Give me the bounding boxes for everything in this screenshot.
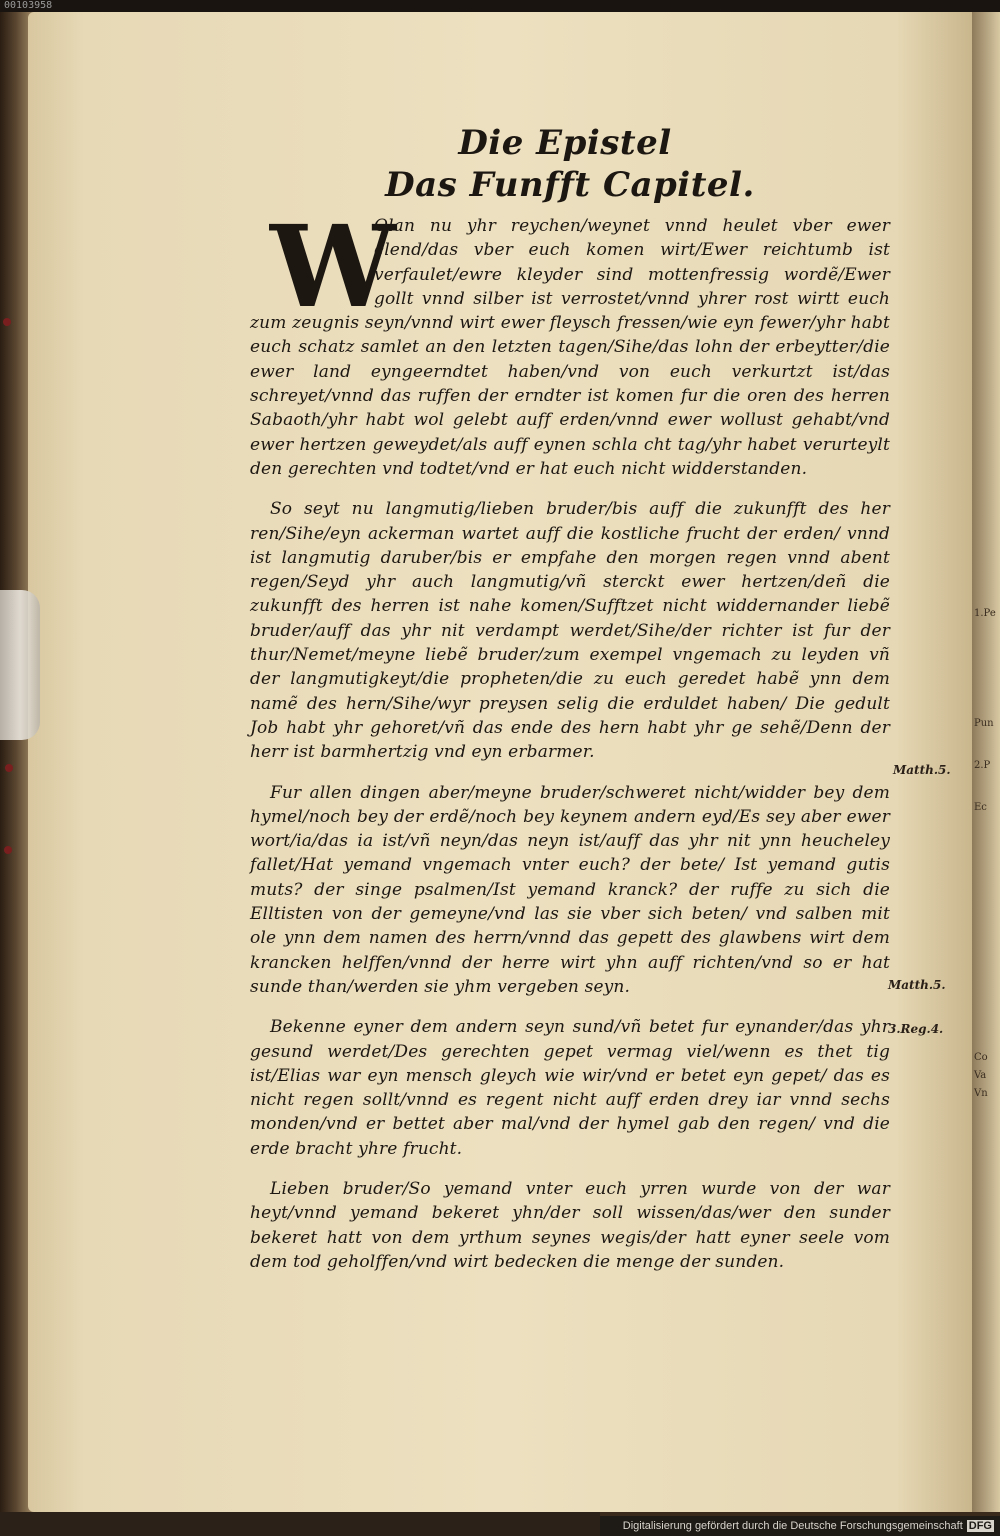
pin-marker <box>3 318 11 326</box>
footer-text: Digitalisierung gefördert durch die Deutsche Forschungsgemeinschaft <box>622 1520 963 1532</box>
margin-note: Matth.5. <box>888 978 946 992</box>
margin-note: 3.Reg.4. <box>888 1022 944 1036</box>
page-clip <box>0 590 40 740</box>
scan-bottom-edge <box>0 1512 600 1536</box>
pin-marker <box>5 764 13 772</box>
drop-cap: W <box>270 202 396 333</box>
chapter-title: Das Funfft Capitel. <box>385 165 755 205</box>
paragraph-4: Bekenne eyner dem andern seyn sund/vñ betet fur eynander/das yhr gesund werdet/Des gerechten gepet vermag viel/wenn es thet tig ist/Elias war eyn mensch gleych wie wir/vnd er betet eyn gepet/ das es nicht regen sollt/vnnd es regent nicht auff erden drey iar vnnd sechs monden/vnd er bettet aber mal/vnd der hymel gab den regen/ vnd die erde bracht yhre frucht. <box>250 1017 890 1159</box>
paragraph-3: Fur allen dingen aber/meyne bruder/schweret nicht/widder bey dem hymel/noch bey der erdẽ/noch bey keynem andern eyd/Es sey aber ewer wort/ia/das ia ist/vñ neyn/das neyn ist/auff das yhr nit ynn heucheley fallet/Hat yemand vngemach vnter euch? der bete/ Ist yemand gutis muts? der singe psalmen/Ist yemand kranck? der ruffe zu sich die Elltisten von der gemeyne/vnd las sie vber sich beten/ vnd salben mit ole ynn dem namen des herrn/vnnd das gepett des glawbens wirt dem krancken helffen/vnnd der herre wirt yhn auff richten/vnd so er hat sunde than/werden sie yhm vergeben seyn. <box>250 782 890 997</box>
paragraph-2: So seyt nu langmutig/lieben bruder/bis auff die zukunfft des her ren/Sihe/eyn ackerman wartet auff die kostliche frucht der erden/ vnnd ist langmutig daruber/bis er empfahe den morgen regen vnnd abent regen/Seyd yhr auch langmutig/vñ sterckt ewer hertzen/deñ die zukunfft des herren ist nahe komen/Sufftzet nicht widdernander liebẽ bruder/auff das yhr nit verdampt werdet/Sihe/der richter ist fur der thur/Nemet/meyne liebẽ bruder/zum exempel vngemach zu leyden vñ der langmutigkeyt/die propheten/die zu euch geredet habẽ ynn dem namẽ des hern/Sihe/wyr preysen selig die erduldet haben/ Die gedult Job habt yhr gehoret/vñ das ende des hern habt yhr ge sehẽ/Denn der herr ist barmhertzig vnd eyn erbarmer. <box>250 499 890 763</box>
margin-note: Matth.5. <box>893 763 951 777</box>
funding-footer <box>600 1516 1000 1536</box>
page-text <box>250 122 890 1274</box>
facing-page-edge: 1.Pe Pun 2.P Ec Co Va Vn <box>972 12 1000 1512</box>
paragraph-1 <box>250 202 890 481</box>
scan-id: 00103958 <box>4 0 53 11</box>
page-title: Die Epistel <box>458 123 672 163</box>
dfg-logo: DFG <box>968 1520 992 1532</box>
pin-marker <box>4 846 12 854</box>
paragraph-5: Lieben bruder/So yemand vnter euch yrren wurde von der war heyt/vnnd yemand bekeret yhn/der soll wissen/das/wer den sunder bekeret hatt von dem yrthum seynes wegis/der hatt eyner seele vom dem tod geholffen/vnd wirt bedecken die menge der sunden. <box>250 1178 890 1272</box>
scan-id-strip <box>0 0 1000 12</box>
paragraph-1-text: Olan nu yhr reychen/weynet vnnd heulet vber ewer elend/das vber euch komen wirt/Ewer reichtumb ist verfaulet/ewre kleyder sind mottenfressig wordẽ/Ewer gollt vnnd silber ist verrostet/vnnd yhrer rost wirtt euch zum zeugnis seyn/vnnd wirt ewer fleysch fressen/wie eyn fewer/yhr habt euch schatz samlet an den letzten tagen/Sihe/das lohn der erbeytter/die ewer land eyngeerndtet haben/vnd von euch verkurtzt ist/das schreyet/vnnd das ruffen der erndter ist komen fur die oren des herren Sabaoth/yhr habt wol gelebt auff erden/vnnd ewer wollust gehabt/vnd ewer hertzen geweydet/als auff eynen schla cht tag/yhr habet verurteylt den gerechten vnd todtet/vnd er hat euch nicht widderstanden. <box>250 216 890 479</box>
